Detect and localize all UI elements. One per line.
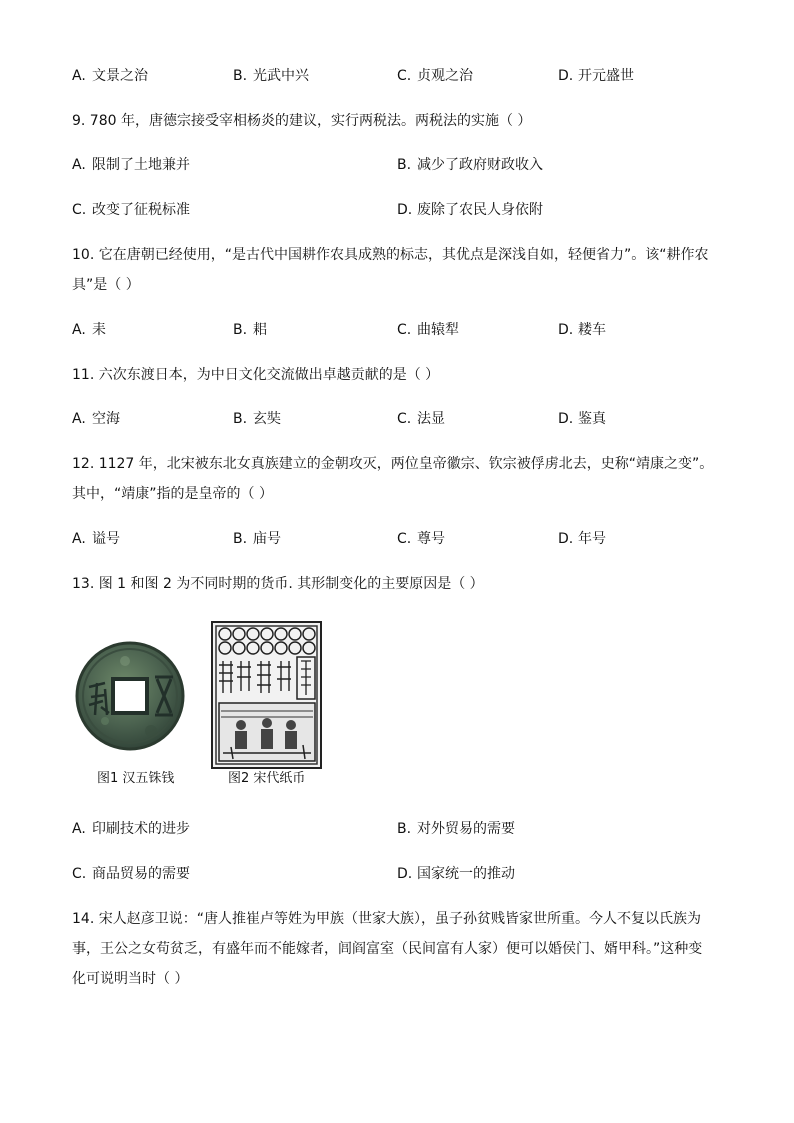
- q13-option-b: B. 对外贸易的需要: [397, 821, 515, 837]
- q14-line2: 事，王公之女苟贫乏，有盛年而不能嫁者，闾阎富室（民间富有人家）便可以婚侯门、婿甲科。”这种变: [72, 941, 703, 957]
- q10-option-d: D. 耧车: [558, 322, 606, 338]
- wuzhu-coin-image: [75, 641, 185, 751]
- q9-option-a: A. 限制了土地兼并: [72, 157, 190, 173]
- q11-option-d: D. 鉴真: [558, 411, 606, 427]
- q8-option-a: A. 文景之治: [72, 68, 148, 84]
- q9-option-d: D. 废除了农民人身依附: [397, 202, 543, 218]
- q10-option-b: B. 耜: [233, 322, 267, 338]
- q12-option-d: D. 年号: [558, 531, 606, 547]
- q8-option-b: B. 光武中兴: [233, 68, 309, 84]
- q9-option-c: C. 改变了征税标准: [72, 202, 190, 218]
- song-paper-money-image: [211, 621, 322, 769]
- q13-stem: 13. 图 1 和图 2 为不同时期的货币. 其形制变化的主要原因是（ ）: [72, 576, 484, 592]
- q12-stem-line2: 其中，“靖康”指的是皇帝的（ ）: [72, 486, 273, 502]
- q12-stem-line1: 12. 1127 年，北宋被东北女真族建立的金朝攻灭，两位皇帝徽宗、钦宗被俘虏北去，史称“靖康之变”。: [72, 456, 714, 472]
- q10-stem-line1: 10. 它在唐朝已经使用，“是古代中国耕作农具成熟的标志，其优点是深浅自如，轻便省力”。该“耕作农: [72, 247, 709, 263]
- fig2-caption: 图2 宋代纸币: [228, 771, 306, 786]
- q11-stem: 11. 六次东渡日本，为中日文化交流做出卓越贡献的是（ ）: [72, 367, 440, 383]
- q9-stem: 9. 780 年，唐德宗接受宰相杨炎的建议，实行两税法。两税法的实施（ ）: [72, 113, 532, 129]
- q14-line3: 化可说明当时（ ）: [72, 971, 189, 987]
- q11-option-b: B. 玄奘: [233, 411, 281, 427]
- q13-option-d: D. 国家统一的推动: [397, 866, 515, 882]
- q10-option-c: C. 曲辕犁: [397, 322, 459, 338]
- fig1-caption: 图1 汉五铢钱: [97, 771, 175, 786]
- q13-option-a: A. 印刷技术的进步: [72, 821, 190, 837]
- q12-option-c: C. 尊号: [397, 531, 445, 547]
- q12-option-a: A. 谥号: [72, 531, 120, 547]
- q12-option-b: B. 庙号: [233, 531, 281, 547]
- q8-option-c: C. 贞观之治: [397, 68, 473, 84]
- q11-option-c: C. 法显: [397, 411, 445, 427]
- q9-option-b: B. 减少了政府财政收入: [397, 157, 543, 173]
- q11-option-a: A. 空海: [72, 411, 120, 427]
- q8-option-d: D. 开元盛世: [558, 68, 634, 84]
- q10-option-a: A. 耒: [72, 322, 106, 338]
- q13-option-c: C. 商品贸易的需要: [72, 866, 190, 882]
- q14-line1: 14. 宋人赵彦卫说：“唐人推崔卢等姓为甲族（世家大族），虽子孙贫贱皆家世所重。今人不复以氏族为: [72, 911, 701, 927]
- q10-stem-line2: 具”是（ ）: [72, 277, 140, 293]
